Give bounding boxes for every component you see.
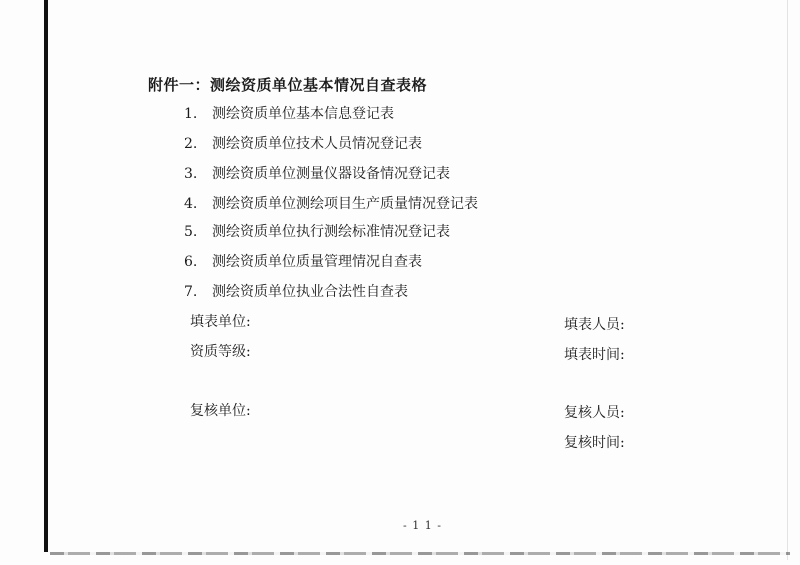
list-item-label: 测绘资质单位技术人员情况登记表 <box>212 136 422 152</box>
list-item-label: 测绘资质单位测绘项目生产质量情况登记表 <box>212 196 478 212</box>
list-item <box>184 221 450 241</box>
list-item-number: 3. <box>184 166 198 182</box>
fill-person-label: 填表人员: <box>564 317 625 333</box>
review-person-label: 复核人员: <box>564 405 625 421</box>
document-title: 附件一：测绘资质单位基本情况自查表格 <box>148 76 428 94</box>
list-item <box>184 251 422 271</box>
list-item-number: 2. <box>184 136 198 152</box>
review-time-label: 复核时间: <box>564 435 625 451</box>
qualification-level-label: 资质等级: <box>190 344 251 360</box>
list-item <box>184 133 422 153</box>
list-item-number: 6. <box>184 254 198 270</box>
list-item <box>184 103 394 123</box>
list-item <box>184 163 450 183</box>
fill-unit-label: 填表单位: <box>190 314 251 330</box>
list-item-number: 5. <box>184 224 198 240</box>
list-item-number: 7. <box>184 284 198 300</box>
list-item-label: 测绘资质单位测量仪器设备情况登记表 <box>212 166 450 182</box>
list-item-label: 测绘资质单位执业合法性自查表 <box>212 284 408 300</box>
list-item <box>184 281 408 301</box>
binding-edge <box>44 0 48 552</box>
review-unit-label: 复核单位: <box>190 403 251 419</box>
list-item-label: 测绘资质单位基本信息登记表 <box>212 106 394 122</box>
page-number: - 1 1 - <box>403 519 442 532</box>
page-bottom-edge <box>50 552 790 555</box>
list-item-label: 测绘资质单位执行测绘标准情况登记表 <box>212 224 450 240</box>
list-item-label: 测绘资质单位质量管理情况自查表 <box>212 254 422 270</box>
list-item-number: 1. <box>184 106 198 122</box>
list-item-number: 4. <box>184 196 198 212</box>
fill-time-label: 填表时间: <box>564 347 625 363</box>
page-right-edge <box>787 0 788 560</box>
list-item <box>184 193 478 213</box>
